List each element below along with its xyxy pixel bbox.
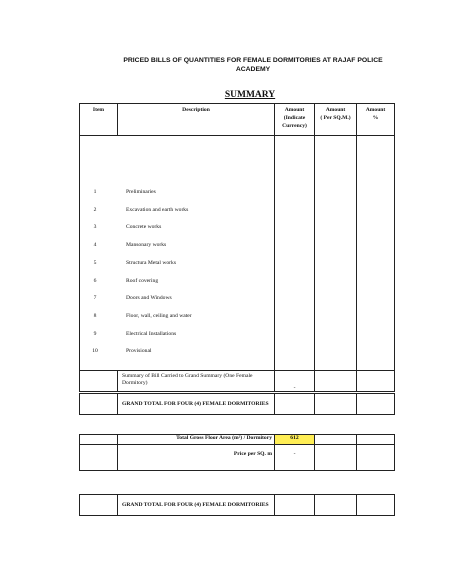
gfa-label: Total Gross Floor Area (m²) / Dormitory — [118, 435, 275, 445]
header-description: Description — [118, 104, 275, 136]
price-per-sqm-value: - — [275, 445, 315, 471]
item-description: Doors and Windows — [126, 295, 172, 302]
item-number: 3 — [93, 224, 97, 231]
item-description: Floor, wall, ceiling and water — [126, 312, 192, 319]
item-description: Electrical Installations — [126, 330, 177, 337]
summary-row-label: Summary of Bill Carried to Grand Summary (One Female Dormitory) — [118, 371, 275, 392]
grand-total-label-1: GRAND TOTAL FOR FOUR (4) FEMALE DORMITORIES — [118, 394, 275, 415]
header-amount-sqm: Amount ( Per SQ.M.) — [315, 104, 357, 136]
header-amount-percent: Amount % — [357, 104, 395, 136]
grand-total-table-2 — [79, 494, 395, 516]
item-number: 4 — [93, 242, 97, 249]
document-title: PRICED BILLS OF QUANTITIES FOR FEMALE DORMITORIES AT RAJAF POLICE ACADEMY — [123, 57, 383, 73]
item-number: 1 — [93, 189, 97, 195]
item-description: Roof covering — [126, 277, 159, 284]
summary-heading: SUMMARY — [224, 90, 276, 100]
item-number: 10 — [92, 348, 98, 355]
item-number: 2 — [93, 206, 97, 213]
grand-total-table-1 — [79, 393, 395, 415]
item-description: Concrete works — [126, 224, 162, 231]
summary-row-value: - — [275, 371, 315, 392]
item-number: 5 — [93, 259, 97, 266]
items-cell — [80, 136, 275, 371]
grand-total-label-2: GRAND TOTAL FOR FOUR (4) FEMALE DORMITORIES — [118, 495, 275, 516]
summary-table — [79, 103, 395, 392]
gfa-value: 612 — [275, 435, 315, 445]
item-number: 6 — [93, 277, 97, 284]
header-amount-currency: Amount (Indicate Currency) — [275, 104, 315, 136]
item-number: 7 — [93, 295, 97, 302]
header-item: Item — [80, 104, 118, 136]
item-description: Mansonary works — [126, 242, 167, 249]
item-description: Excavation and earth works — [126, 206, 189, 213]
item-number: 9 — [93, 330, 97, 337]
gfa-table — [79, 434, 395, 471]
price-per-sqm-label: Price per SQ. m — [118, 445, 275, 471]
item-number: 8 — [93, 312, 97, 319]
item-description: Provisional — [126, 348, 152, 355]
item-description: Preliminaries — [126, 189, 156, 195]
item-description: Structura Metal works — [126, 259, 177, 266]
